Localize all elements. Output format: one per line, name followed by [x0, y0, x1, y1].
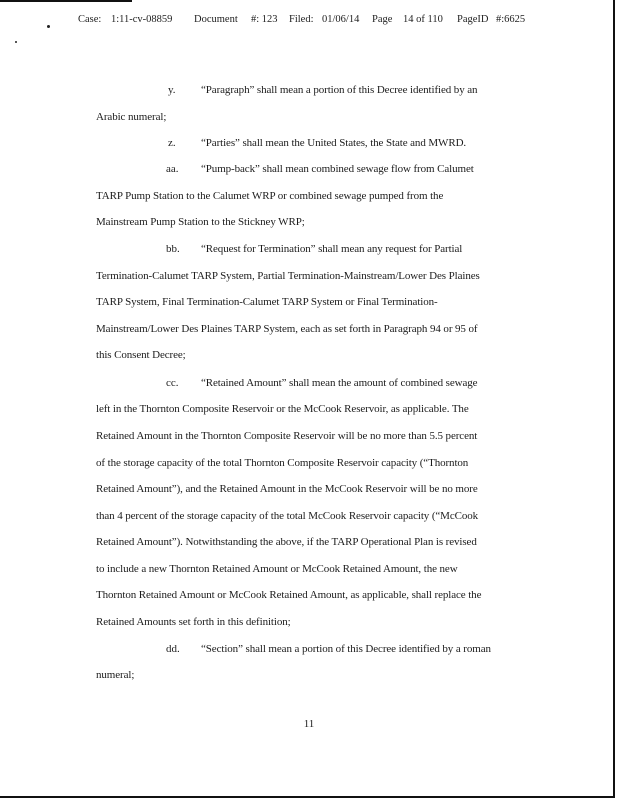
filed-date: 01/06/14: [322, 14, 360, 25]
definition-dd-line: “Section” shall mean a portion of this Decree identified by a roman: [201, 643, 491, 655]
page-label: Page: [372, 14, 393, 25]
scan-speck: [47, 25, 50, 28]
definition-bb-line: this Consent Decree;: [96, 349, 186, 361]
scan-edge-top: [0, 0, 132, 2]
definition-cc-mark: cc.: [166, 377, 179, 389]
pageid-label: PageID: [457, 14, 489, 25]
definition-bb-line: Mainstream/Lower Des Plaines TARP System, each as set forth in Paragraph 94 or 95 of: [96, 323, 478, 335]
definition-bb-line: “Request for Termination” shall mean any request for Partial: [201, 243, 463, 255]
page-of: 14 of 110: [403, 14, 443, 25]
definition-bb-line: Termination-Calumet TARP System, Partial Termination-Mainstream/Lower Des Plaines: [96, 270, 480, 282]
document-label: Document: [194, 14, 238, 25]
scan-speck: [15, 41, 17, 43]
definition-dd-mark: dd.: [166, 643, 180, 655]
definition-cc-line: Retained Amount”), and the Retained Amount in the McCook Reservoir will be no more: [96, 483, 478, 495]
definition-bb-line: TARP System, Final Termination-Calumet TARP System or Final Termination-: [96, 296, 438, 308]
scan-edge-right: [613, 0, 615, 798]
definition-aa-line: “Pump-back” shall mean combined sewage flow from Calumet: [201, 163, 474, 175]
filed-label: Filed:: [289, 14, 314, 25]
case-label: Case:: [78, 14, 102, 25]
definition-dd-line: numeral;: [96, 669, 135, 681]
definition-cc-line: Retained Amount”). Notwithstanding the above, if the TARP Operational Plan is revised: [96, 536, 477, 548]
definition-cc-line: Thornton Retained Amount or McCook Retained Amount, as applicable, shall replace the: [96, 589, 482, 601]
definition-aa-mark: aa.: [166, 163, 179, 175]
definition-y-line: Arabic numeral;: [96, 111, 167, 123]
definition-cc-line: to include a new Thornton Retained Amount or McCook Retained Amount, the new: [96, 563, 458, 575]
definition-cc-line: Retained Amounts set forth in this definition;: [96, 616, 291, 628]
pageid-value: #:6625: [496, 14, 526, 25]
definition-cc-line: than 4 percent of the storage capacity of the total McCook Reservoir capacity (“McCook: [96, 510, 479, 522]
definition-bb-mark: bb.: [166, 243, 180, 255]
definition-cc-line: Retained Amount in the Thornton Composite Reservoir will be no more than 5.5 percent: [96, 430, 478, 442]
definition-cc-line: of the storage capacity of the total Thornton Composite Reservoir capacity (“Thornton: [96, 457, 469, 469]
definition-aa-line: Mainstream Pump Station to the Stickney WRP;: [96, 216, 305, 228]
document-number: #: 123: [251, 14, 278, 25]
definition-z-mark: z.: [168, 137, 176, 149]
scan-edge-bottom: [0, 796, 615, 798]
definition-cc-line: “Retained Amount” shall mean the amount of combined sewage: [201, 377, 478, 389]
definition-y-line: “Paragraph” shall mean a portion of this Decree identified by an: [201, 84, 478, 96]
definition-y-mark: y.: [168, 84, 176, 96]
page-number: 11: [303, 718, 315, 730]
case-number: 1:11-cv-08859: [111, 14, 173, 25]
definition-z-line: “Parties” shall mean the United States, the State and MWRD.: [201, 137, 467, 149]
definition-cc-line: left in the Thornton Composite Reservoir or the McCook Reservoir, as applicable. The: [96, 403, 469, 415]
definition-aa-line: TARP Pump Station to the Calumet WRP or combined sewage pumped from the: [96, 190, 444, 202]
